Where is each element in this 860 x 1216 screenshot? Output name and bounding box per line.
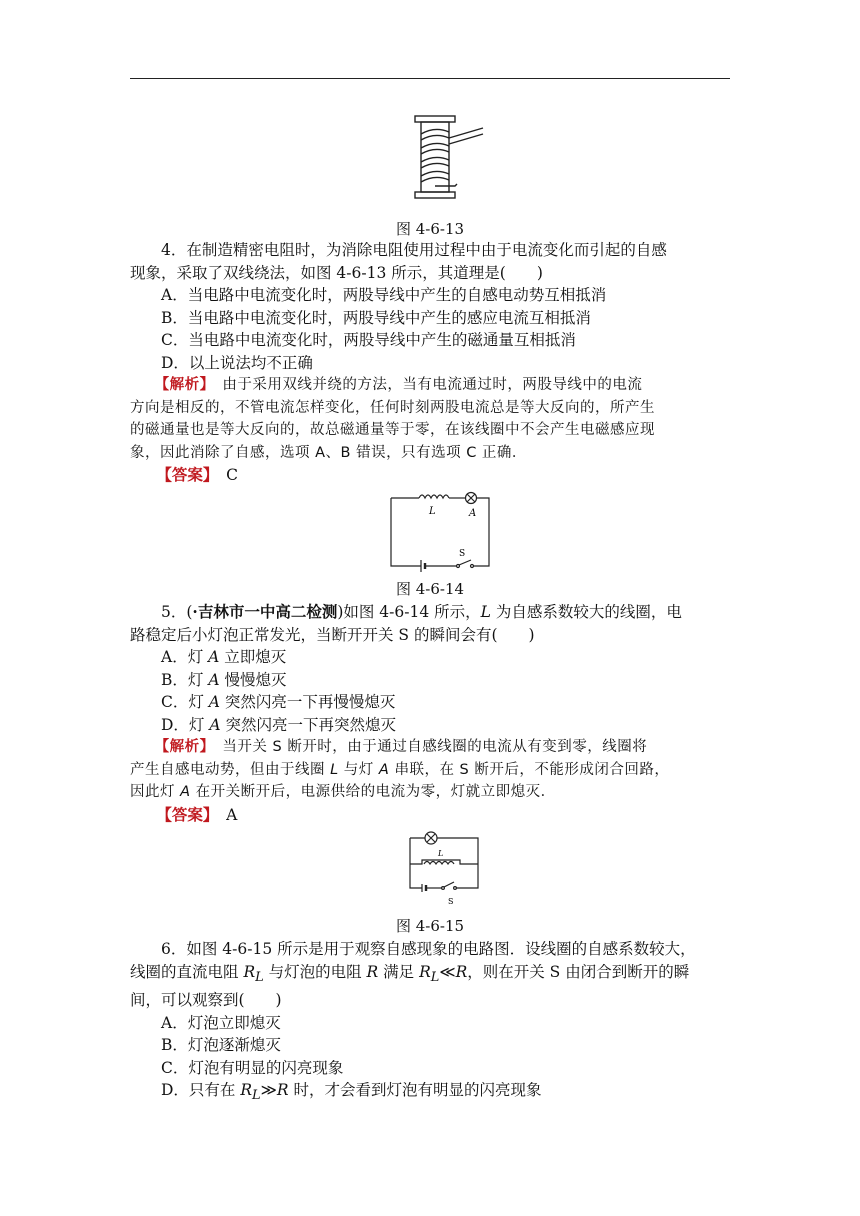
symbol-r: R: [276, 1081, 289, 1100]
analysis-text: 产生自感电动势，但由于线圈: [130, 761, 331, 778]
option-d: D．灯: [161, 715, 210, 734]
question-stem: 线圈的直流电阻: [130, 962, 244, 981]
symbol-r: R: [419, 962, 431, 981]
question-stem: 路稳定后小灯泡正常发光，当断开开关 S 的瞬间会有( ): [130, 625, 535, 644]
option-b: 慢慢熄灭: [219, 670, 287, 689]
question-source: ·吉林市一中高二检测: [192, 602, 338, 621]
option-b: B．灯: [161, 670, 209, 689]
subscript-l: L: [255, 969, 264, 985]
option-d: 突然闪亮一下再突然熄灭: [220, 715, 396, 734]
option-d: D．只有在: [161, 1081, 241, 1100]
question-6: [130, 938, 730, 1108]
symbol-l: L: [480, 603, 491, 621]
option-c: C．当电路中电流变化时，两股导线中产生的磁通量互相抵消: [161, 331, 576, 349]
question-stem: 4．在制造精密电阻时，为消除电阻使用过程中由于电流变化而引起的自感: [161, 241, 667, 259]
question-stem: 为自感系数较大的线圈，电: [490, 603, 682, 621]
symbol-r: R: [366, 962, 379, 981]
analysis-text: 的磁通量也是等大反向的，故总磁通量等于零，在该线圈中不会产生电磁感应现: [130, 422, 655, 438]
symbol-a: A: [208, 648, 220, 666]
option-a: A．灯: [161, 648, 209, 666]
option-d: 时，才会看到灯泡有明显的闪亮现象: [288, 1081, 542, 1100]
option-a: A．灯泡立即熄灭: [161, 1013, 281, 1032]
question-stem: 与灯泡的电阻: [263, 962, 367, 981]
much-less-symbol: ≪: [439, 962, 456, 981]
symbol-a: A: [180, 784, 191, 800]
analysis-text: 象，因此消除了自感，选项 A、B 错误，只有选项 C 正确．: [130, 444, 527, 461]
figure-caption: 图 4-6-13: [395, 220, 465, 238]
analysis-text: 因此灯: [130, 784, 181, 800]
question-stem: 满足: [378, 962, 420, 981]
analysis-text: 方向是相反的，不管电流怎样变化，任何时刻两股电流总是等大反向的，所产生: [130, 399, 655, 416]
analysis-text: 当开关 S 断开时，由于通过自感线圈的电流从有变到零，线圈将: [207, 739, 648, 755]
analysis-text: 与灯: [338, 761, 379, 778]
switch-label-s: S: [459, 549, 466, 559]
symbol-r: R: [455, 962, 468, 981]
figure-caption: 图 4-6-14: [395, 580, 465, 598]
much-greater-symbol: ≫: [260, 1081, 277, 1100]
symbol-l: L: [330, 761, 339, 778]
question-stem: 现象，采取了双线绕法，如图 4-6-13 所示，其道理是( ): [130, 263, 543, 282]
symbol-r: R: [243, 962, 256, 981]
circuit-figure-14: [385, 490, 495, 572]
option-c: 突然闪亮一下再慢慢熄灭: [220, 693, 396, 711]
switch-label-s: S: [448, 897, 454, 906]
option-c: C．灯泡有明显的闪亮现象: [161, 1058, 344, 1077]
bifilar-coil-figure: [395, 112, 495, 206]
question-stem: ，则在开关 S 由闭合到断开的瞬: [467, 962, 690, 981]
coil-label-l: L: [429, 506, 436, 517]
circuit-figure-15: [402, 828, 486, 910]
answer-label: 【答案】: [156, 804, 211, 824]
option-a: A．当电路中电流变化时，两股导线中产生的自感电动势互相抵消: [161, 286, 607, 304]
symbol-a: A: [209, 715, 221, 734]
analysis-label: 【解析】: [154, 739, 208, 755]
option-d: D．以上说法均不正确: [161, 353, 313, 372]
option-b: B．灯泡逐渐熄灭: [161, 1036, 281, 1055]
answer-text: C: [210, 466, 238, 484]
option-a: 立即熄灭: [219, 648, 287, 666]
analysis-text: 在开关断开后，电源供给的电流为零，灯就立即熄灭．: [190, 784, 556, 800]
subscript-l: L: [430, 969, 440, 985]
question-stem: )如图 4-6-14 所示，: [337, 603, 481, 621]
analysis-label: 【解析】: [154, 377, 208, 393]
option-c: C．灯: [161, 693, 209, 711]
subscript-l: L: [252, 1088, 261, 1104]
symbol-r: R: [240, 1081, 253, 1100]
option-b: B．当电路中电流变化时，两股导线中产生的感应电流互相抵消: [161, 308, 591, 327]
header-rule: [130, 78, 730, 79]
question-stem: 6．如图 4-6-15 所示是用于观察自感现象的电路图．设线圈的自感系数较大，: [161, 940, 696, 958]
symbol-a: A: [208, 693, 220, 711]
question-5: [130, 601, 730, 826]
coil-label-l: L: [438, 849, 444, 858]
lamp-label-a: A: [469, 508, 477, 519]
symbol-a: A: [378, 761, 390, 778]
question-number: 5．(: [161, 603, 193, 621]
answer-text: A: [210, 805, 238, 824]
answer-label: 【答案】: [156, 465, 211, 484]
question-4: [130, 239, 730, 487]
figure-caption: 图 4-6-15: [395, 917, 465, 935]
analysis-text: 串联，在 S 断开后，不能形成闭合回路，: [389, 761, 670, 778]
analysis-text: 由于采用双线并绕的方法，当有电流通过时，两股导线中的电流: [207, 377, 643, 393]
symbol-a: A: [208, 670, 220, 689]
question-stem: 间，可以观察到( ): [130, 991, 282, 1010]
